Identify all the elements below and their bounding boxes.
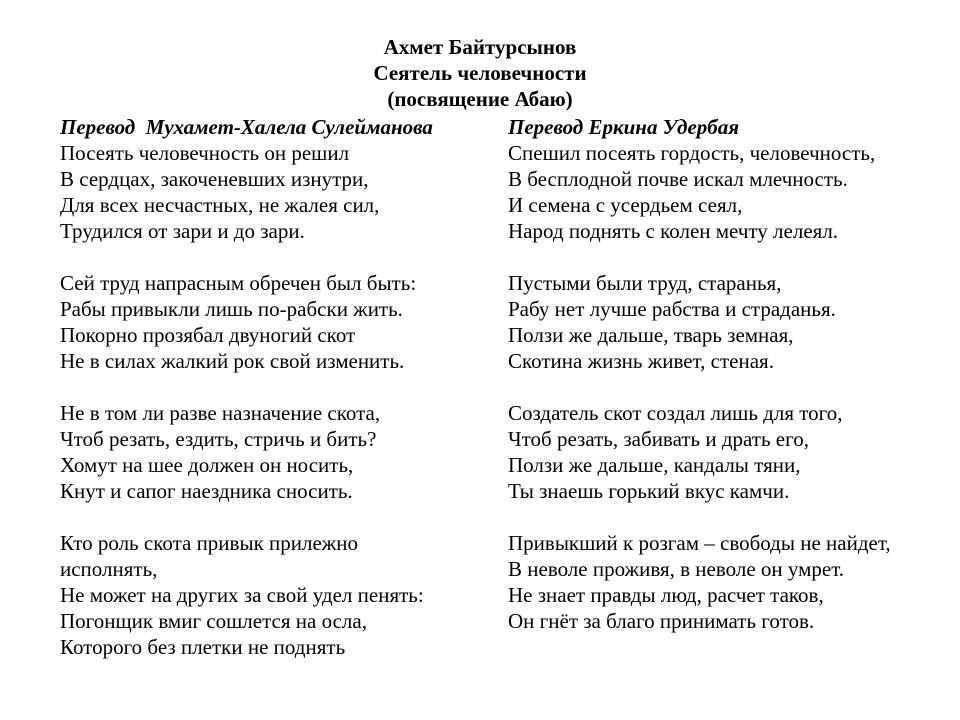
stanza xyxy=(60,400,500,504)
verse-line: Которого без плетки не поднять xyxy=(60,635,346,659)
verse-line: Погонщик вмиг сошлется на осла, xyxy=(60,609,367,633)
stanza xyxy=(60,140,500,244)
verse-line: Создатель скот создал лишь для того, xyxy=(508,401,843,425)
verse-line: Скотина жизнь живет, стеная. xyxy=(508,349,774,373)
left-translator-heading: Перевод Мухамет-Халела Сулейманова xyxy=(60,115,433,139)
verse-line: Сей труд напрасным обречен был быть: xyxy=(60,271,417,295)
author-name: Ахмет Байтурсынов xyxy=(383,35,577,59)
verse-line: Ползи же дальше, тварь земная, xyxy=(508,323,794,347)
verse-line: Он гнёт за благо принимать готов. xyxy=(508,609,815,633)
verse-line: Чтоб резать, забивать и драть его, xyxy=(508,427,809,451)
stanza xyxy=(508,530,948,634)
verse-line: исполнять, xyxy=(60,557,158,581)
verse-line: Не в силах жалкий рок свой изменить. xyxy=(60,349,405,373)
stanza xyxy=(60,530,500,660)
verse-line: Ползи же дальше, кандалы тяни, xyxy=(508,453,801,477)
verse-line: Чтоб резать, ездить, стричь и бить? xyxy=(60,427,377,451)
verse-line: Рабу нет лучше рабства и страданья. xyxy=(508,297,836,321)
verse-line: Народ поднять с колен мечту лелеял. xyxy=(508,219,839,243)
verse-line: Трудился от зари и до зари. xyxy=(60,219,305,243)
verse-line: И семена с усердьем сеял, xyxy=(508,193,743,217)
poem-subtitle: (посвящение Абаю) xyxy=(387,87,573,111)
verse-line: Для всех несчастных, не жалея сил, xyxy=(60,193,380,217)
verse-line: В бесплодной почве искал млечность. xyxy=(508,167,848,191)
right-translation-column xyxy=(508,114,948,634)
verse-line: Спешил посеять гордость, человечность, xyxy=(508,141,876,165)
verse-line: Не в том ли разве назначение скота, xyxy=(60,401,381,425)
stanza xyxy=(508,400,948,504)
verse-line: Кнут и сапог наездника сносить. xyxy=(60,479,353,503)
left-translation-column xyxy=(60,114,500,660)
verse-line: Рабы привыкли лишь по-рабски жить. xyxy=(60,297,403,321)
verse-line: Ты знаешь горький вкус камчи. xyxy=(508,479,790,503)
verse-line: Хомут на шее должен он носить, xyxy=(60,453,354,477)
stanza xyxy=(508,270,948,374)
verse-line: В неволе проживя, в неволе он умрет. xyxy=(508,557,845,581)
document-header xyxy=(0,34,960,112)
stanza xyxy=(60,270,500,374)
verse-line: Не может на других за свой удел пенять: xyxy=(60,583,424,607)
poem-title: Сеятель человечности xyxy=(373,61,587,85)
verse-line: Привыкший к розгам – свободы не найдет, xyxy=(508,531,891,555)
verse-line: Пустыми были труд, старанья, xyxy=(508,271,782,295)
stanza xyxy=(508,140,948,244)
verse-line: Кто роль скота привык прилежно xyxy=(60,531,359,555)
right-translator-heading: Перевод Еркина Удербая xyxy=(508,115,740,139)
verse-line: Не знает правды люд, расчет таков, xyxy=(508,583,824,607)
verse-line: Покорно прозябал двуногий скот xyxy=(60,323,356,347)
verse-line: Посеять человечность он решил xyxy=(60,141,350,165)
verse-line: В сердцах, закоченевших изнутри, xyxy=(60,167,369,191)
